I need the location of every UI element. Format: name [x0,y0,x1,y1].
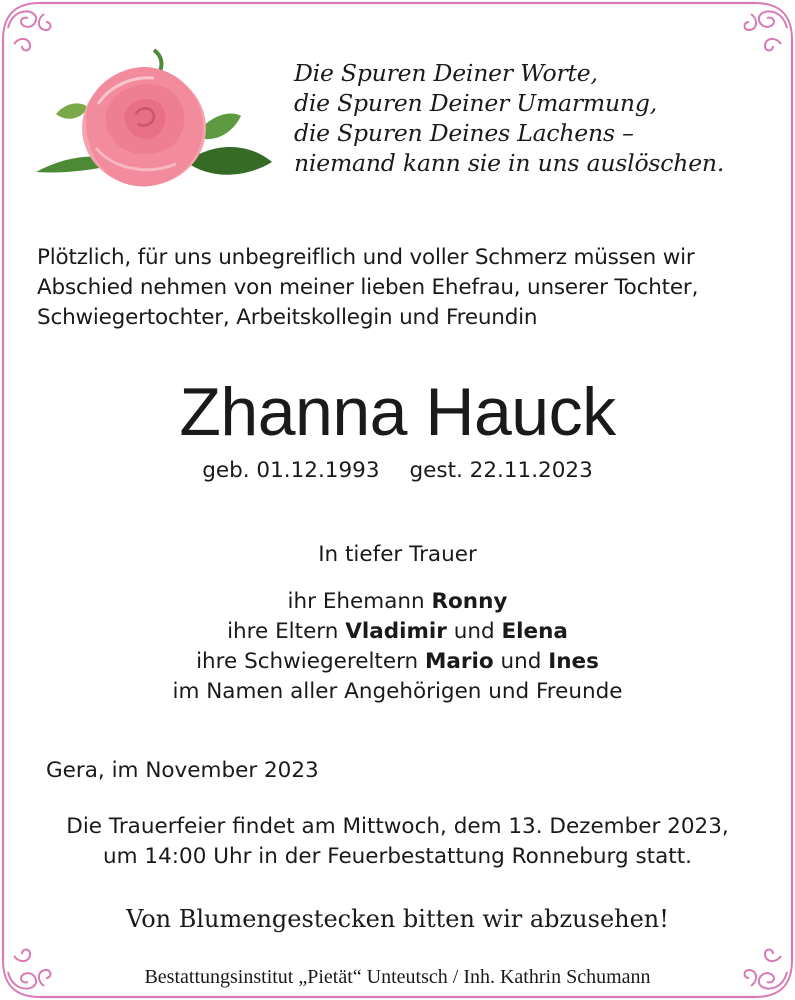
rose-flower-icon [36,44,276,194]
mourner-name: Mario [425,649,494,674]
poem-line: niemand kann sie in uns auslöschen. [294,149,725,177]
intro-line: Plötzlich, für uns unbegreiflich und voller Schmerz müssen wir [37,245,695,270]
flowers-note: Von Blumengestecken bitten wir abzusehen! [126,905,669,933]
deceased-name: Zhanna Hauck [179,374,616,450]
poem [294,58,724,178]
intro-line: Schwiegertochter, Arbeitskollegin und Freundin [37,305,538,330]
mourning-heading: In tiefer Trauer [318,542,477,567]
mourner-name: Ines [548,649,599,674]
undertaker-credit: Bestattungsinstitut „Pietät“ Unteutsch / Inh. Kathrin Schumann [144,966,651,988]
mourner-line [0,647,795,677]
mourners-list [0,587,795,707]
mourner-line: im Namen aller Angehörigen und Freunde [172,679,623,704]
ceremony-line: Die Trauerfeier findet am Mittwoch, dem 13. Dezember 2023, [66,814,729,839]
intro-line: Abschied nehmen von meiner lieben Ehefrau, unserer Tochter, [37,275,699,300]
ceremony-info [0,812,795,872]
birth-date: geb. 01.12.1993 [202,458,380,483]
death-date: gest. 22.11.2023 [409,458,593,483]
mourner-relation: ihre Schwiegereltern [196,649,425,674]
mourner-line [0,587,795,617]
mourner-relation: ihre Eltern [227,619,346,644]
mourner-joiner: und [493,649,549,674]
mourner-name: Vladimir [345,619,447,644]
poem-line: Die Spuren Deiner Worte, [294,59,598,87]
mourner-line [0,617,795,647]
ceremony-line: um 14:00 Uhr in der Feuerbestattung Ronneburg statt. [103,844,692,869]
intro-text [37,243,767,333]
life-dates [0,456,795,486]
poem-line: die Spuren Deiner Umarmung, [294,89,657,117]
mourner-name: Elena [501,619,568,644]
mourner-relation: ihr Ehemann [287,589,432,614]
mourner-joiner: und [446,619,502,644]
poem-line: die Spuren Deines Lachens – [294,119,634,147]
corner-flourish-icon [745,3,793,51]
mourner-name: Ronny [431,589,508,614]
place-date: Gera, im November 2023 [46,758,319,783]
